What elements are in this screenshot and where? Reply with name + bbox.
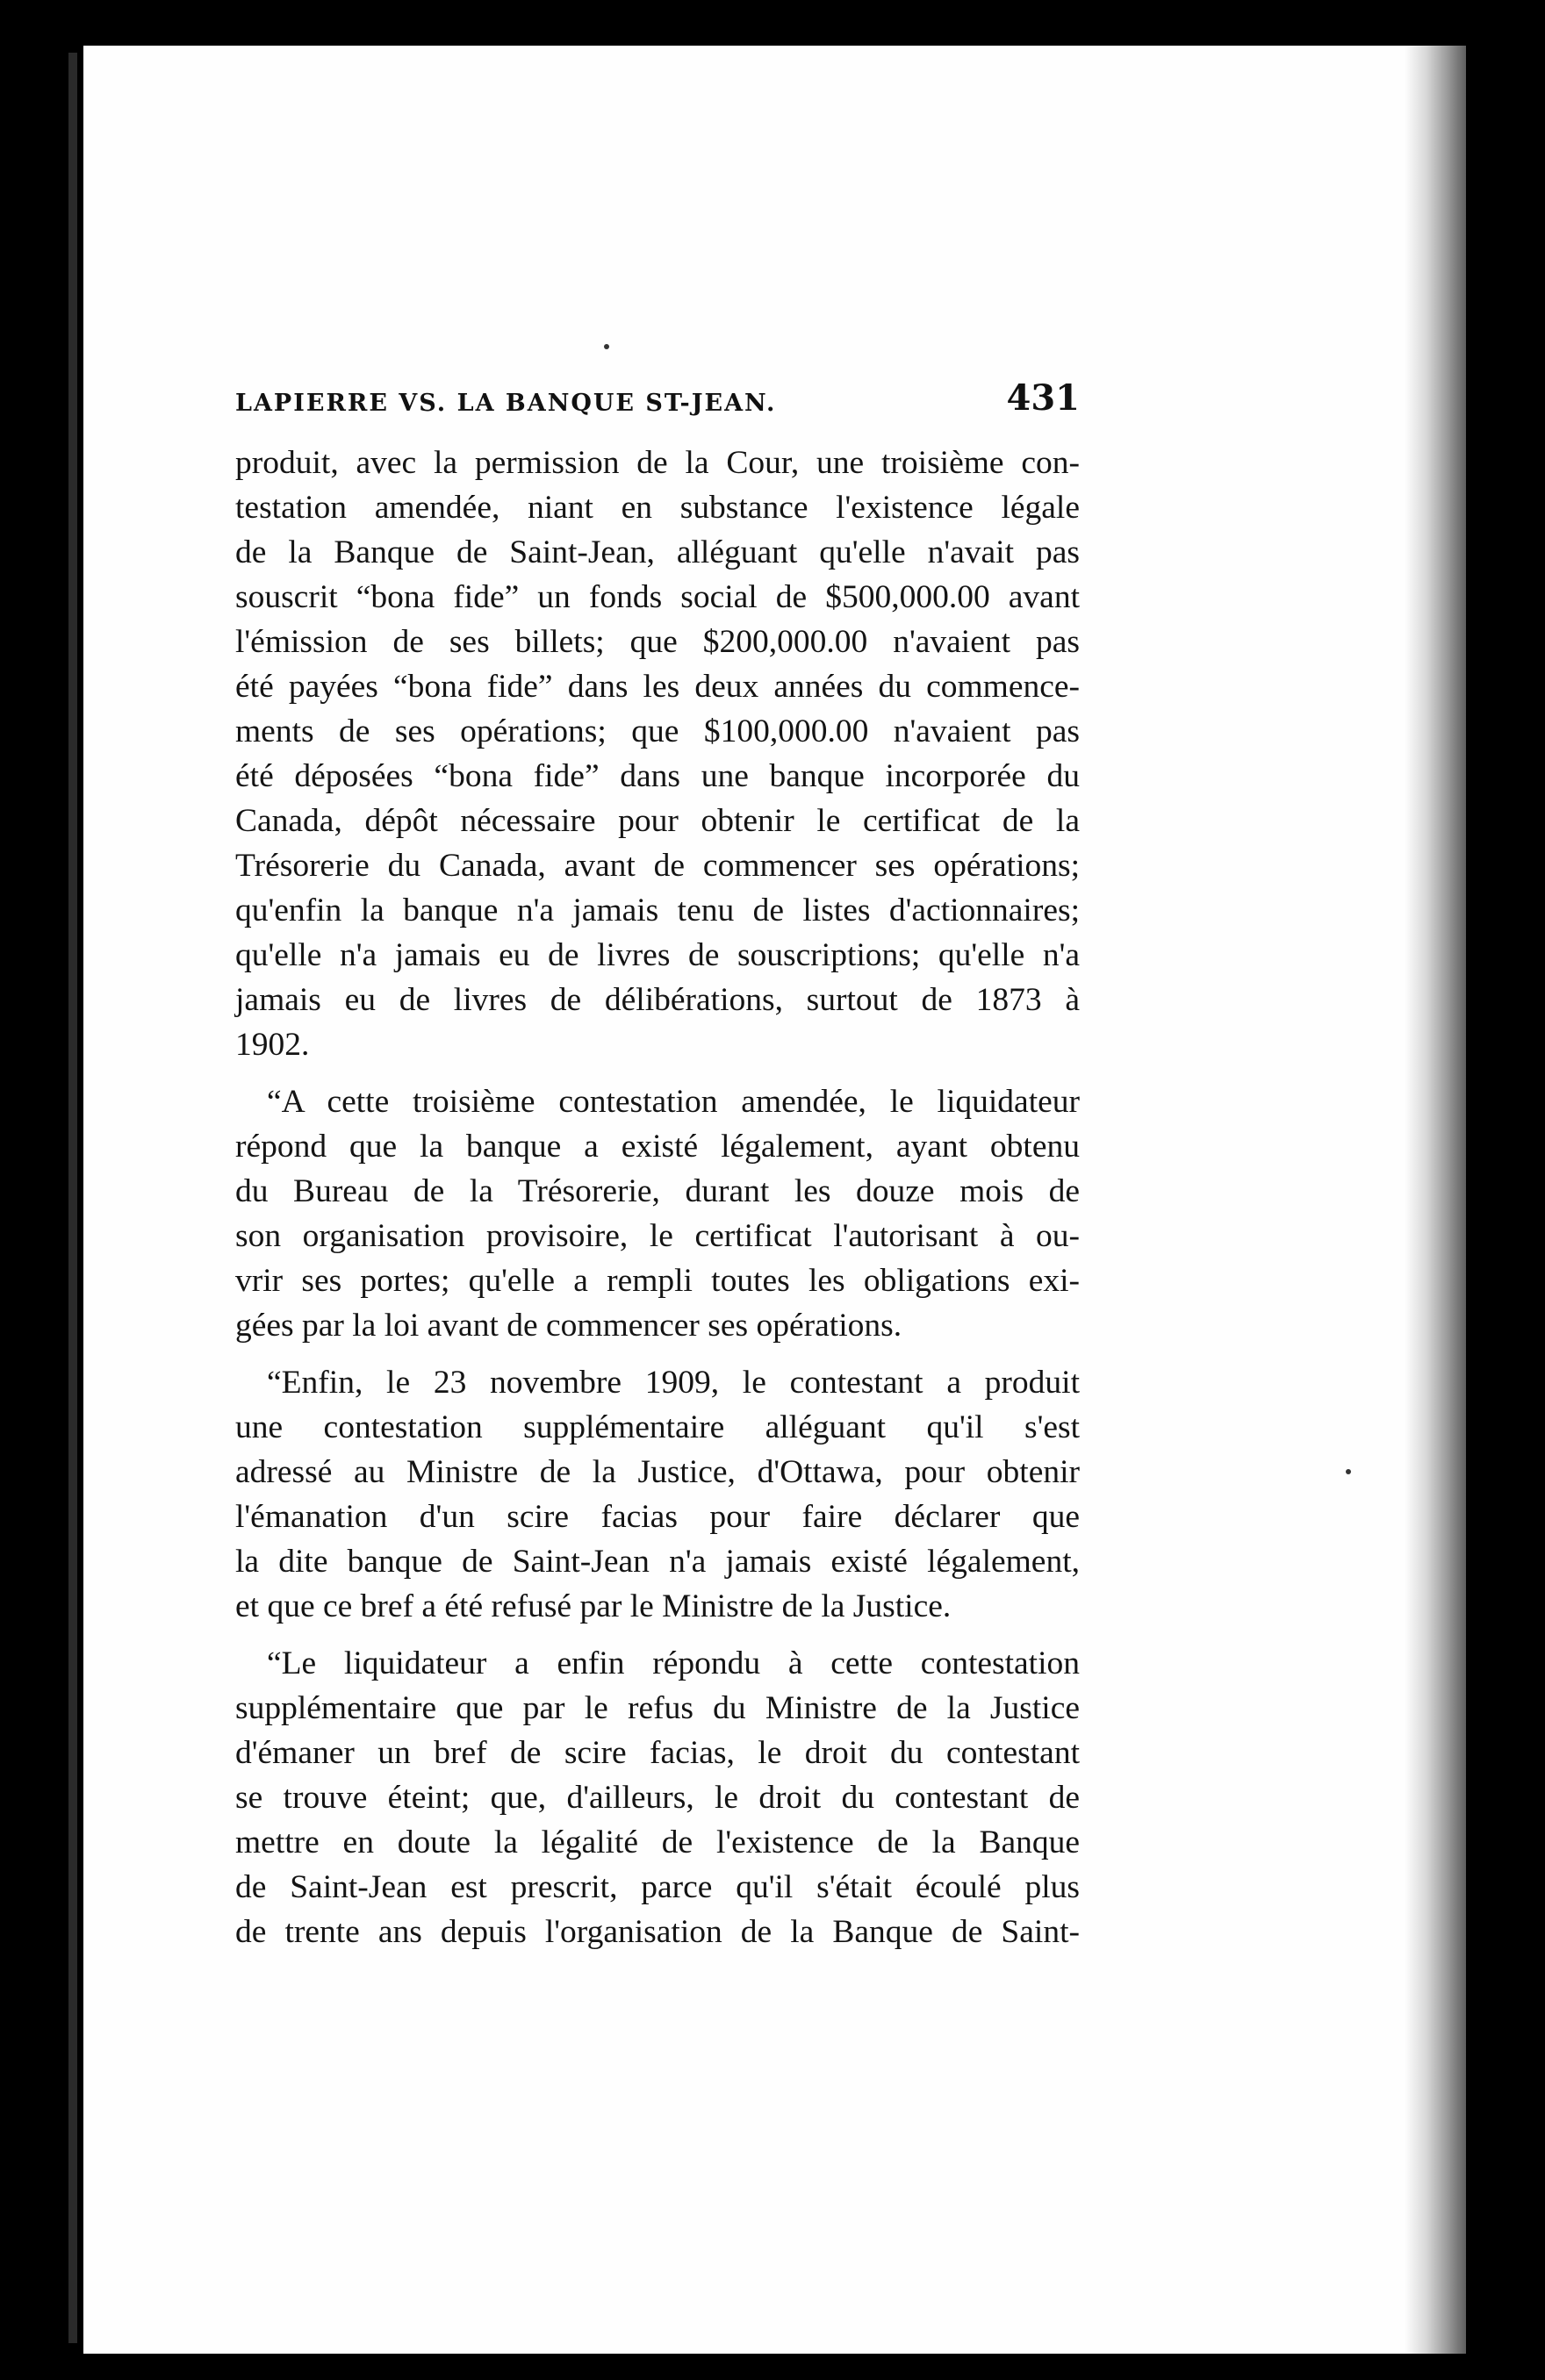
text-line: et que ce bref a été refusé par le Ministre de la Justice. (235, 1588, 952, 1624)
book-spine (68, 53, 77, 2343)
text-line: “Le liquidateur a enfin répondu à cette contestation (267, 1645, 1080, 1681)
text-line: une contestation supplémentaire alléguant qu'il s'est (235, 1409, 1080, 1445)
paragraph-3 (235, 1360, 1080, 1629)
text-line: qu'elle n'a jamais eu de livres de souscriptions; qu'elle n'a (235, 937, 1080, 973)
text-line: 1902. (235, 1027, 310, 1063)
text-line: du Bureau de la Trésorerie, durant les douze mois de (235, 1173, 1080, 1209)
paragraph-1 (235, 441, 1080, 1067)
text-line: qu'enfin la banque n'a jamais tenu de listes d'actionnaires; (235, 892, 1080, 928)
paragraph-2 (235, 1079, 1080, 1348)
text-line: supplémentaire que par le refus du Ministre de la Justice (235, 1690, 1080, 1726)
text-line: été déposées “bona fide” dans une banque incorporée du (235, 758, 1080, 794)
text-line: vrir ses portes; qu'elle a rempli toutes les obligations exi- (235, 1263, 1080, 1299)
page-edge-shadow (1405, 46, 1466, 2354)
text-line: Canada, dépôt nécessaire pour obtenir le certificat de la (235, 803, 1080, 839)
page-number: 431 (1006, 377, 1080, 419)
text-line: de trente ans depuis l'organisation de la Banque de Saint- (235, 1914, 1080, 1950)
text-line: mettre en doute la légalité de l'existence de la Banque (235, 1824, 1080, 1860)
text-line: gées par la loi avant de commencer ses opérations. (235, 1308, 902, 1344)
body-text (235, 441, 1080, 1967)
text-line: été payées “bona fide” dans les deux années du commence- (235, 669, 1080, 705)
dust-speck (1346, 1469, 1351, 1474)
running-head-title: LAPIERRE VS. LA BANQUE ST-JEAN. (235, 390, 777, 417)
text-line: ments de ses opérations; que $100,000.00 n'avaient pas (235, 713, 1080, 749)
text-line: se trouve éteint; que, d'ailleurs, le droit du contestant de (235, 1780, 1080, 1816)
text-line: son organisation provisoire, le certificat l'autorisant à ou- (235, 1218, 1080, 1254)
text-line: la dite banque de Saint-Jean n'a jamais existé légalement, (235, 1544, 1080, 1580)
text-line: de Saint-Jean est prescrit, parce qu'il s'était écoulé plus (235, 1869, 1080, 1905)
text-line: produit, avec la permission de la Cour, une troisième con- (235, 445, 1080, 481)
text-line: répond que la banque a existé légalement, ayant obtenu (235, 1129, 1080, 1165)
paragraph-4 (235, 1641, 1080, 1954)
text-line: de la Banque de Saint-Jean, alléguant qu'elle n'avait pas (235, 534, 1080, 570)
text-line: jamais eu de livres de délibérations, surtout de 1873 à (235, 982, 1080, 1018)
running-head (235, 376, 1080, 428)
text-line: testation amendée, niant en substance l'existence légale (235, 490, 1080, 526)
text-line: Trésorerie du Canada, avant de commencer ses opérations; (235, 848, 1080, 884)
text-line: l'émanation d'un scire facias pour faire déclarer que (235, 1499, 1080, 1535)
text-line: adressé au Ministre de la Justice, d'Ottawa, pour obtenir (235, 1454, 1080, 1490)
text-line: souscrit “bona fide” un fonds social de $500,000.00 avant (235, 579, 1080, 615)
text-line: l'émission de ses billets; que $200,000.00 n'avaient pas (235, 624, 1080, 660)
text-line: d'émaner un bref de scire facias, le droit du contestant (235, 1735, 1080, 1771)
text-line: “Enfin, le 23 novembre 1909, le contestant a produit (267, 1365, 1080, 1401)
text-line: “A cette troisième contestation amendée, le liquidateur (267, 1084, 1080, 1120)
dust-speck (604, 344, 609, 349)
